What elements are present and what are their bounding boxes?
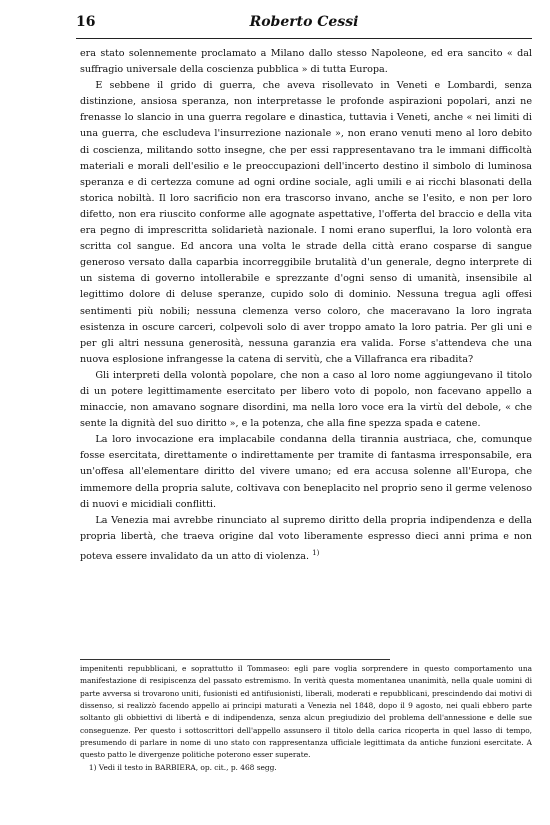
paragraph: E sebbene il grido di guerra, che aveva risollevato in Veneti e Lombardi, senza distinzione, ansiosa speranza, non interpretasse le profonde aspirazioni popolari, anzi ne frenasse lo slancio in una guerra regolare e dinastica, tuttavia i Veneti, anche « nei limiti di una guerra, che escludeva l'insurrezione nazionale », non erano venuti meno al loro debito di coscienza, militando sotto insegne, che per essi rappresentavano tra le immani difficoltà materiali e morali dell'esilio e le preoccupazioni dell'incerto destino il simbolo di luminosa speranza e di certezza comune ad ogni ordine sociale, agli umili e ai ricchi blasonati della storica nobiltà. Il loro sacrificio non era trascorso invano, anche se l'esito, e non per loro difetto, non era riuscito conforme alle agognate aspettative, l'offerta del braccio e della vita era pegno di imprescritta solidarietà nazionale. I nomi erano superflui, la loro volontà era scritta col sangue. Ed ancora una volta le strade della città erano cosparse di sangue generoso versato dalla caparbia incorreggibile brutalità d'un generale, degno interprete di un sistema di governo intollerabile e sprezzante d'ogni senso di umanità, insensibile al legittimo dolore di deluse speranze, cupido solo di dominio. Nessuna tregua agli offesi sentimenti più nobili; nessuna clemenza verso coloro, che maceravano la loro ingrata esistenza in oscure carceri, colpevoli solo di aver troppo amato la loro patria. Per gli uni e per gli altri nessuna generosità, nessuna garanzia era valida. Forse s'attendeva che una nuova esplosione infrangesse la catena di servitù, che a Villafranca era ribadita? <box>80 80 532 365</box>
running-head: Roberto Cessi <box>249 14 359 30</box>
paragraph: era stato solennemente proclamato a Milano dallo stesso Napoleone, ed era sancito « dal suffragio universale della coscienza pubblica » di tutta Europa. <box>80 48 532 76</box>
paragraph-last <box>80 513 532 565</box>
paragraph: La loro invocazione era implacabile condanna della tirannia austriaca, che, comunque fosse esercitata, direttamente o indirettamente per tramite di fantasma irresponsabile, era un'offesa all'elementare diritto del vivere umano; ed era accusa solenne all'Europa, che immemore della propria salute, coltivava con beneplacito nel proprio seno il germe velenoso di nuovi e micidiali conflitti. <box>80 434 532 510</box>
body-text <box>80 46 532 650</box>
header-rule <box>76 38 532 39</box>
footnotes <box>80 663 532 823</box>
footnote-marker: 1) <box>312 548 320 557</box>
page-header <box>76 14 532 34</box>
page-number: 16 <box>76 14 96 30</box>
footnote-1: 1) Vedi il testo in BARBIERA, op. cit., p. 468 segg. <box>88 762 277 772</box>
paragraph: Gli interpreti della volontà popolare, che non a caso al loro nome aggiungevano il titolo di un potere legittimamente esercitato per libero voto di popolo, non facevano appello a minaccie, non amavano sognare disordini, ma nella loro voce era la virtù del debole, « che sente la dignità del suo diritto », e la potenza, che alla fine spezza spada e catene. <box>80 369 532 430</box>
paragraph-text: La Venezia mai avrebbe rinunciato al supremo diritto della propria indipendenza e della propria libertà, che traeva origine dal voto liberamente espresso dieci anni prima e non poteva essere invalidato da un atto di violenza. <box>80 514 532 563</box>
footnote-rule <box>80 659 390 660</box>
footnote-continuation: impenitenti repubblicani, e soprattutto il Tommaseo: egli pare voglia sorprendere in questo comportamento una manifestazione di resipiscenza del passato estremismo. In verità questa momentanea unanimità, nella quale uomini di parte avversa si trovarono uniti, fusionisti ed antifusionisti, liberali, moderati e repubblicani, prescindendo dai motivi di dissenso, si realizzò facendo appello ai principi maturati a Venezia nel 1848, dopo il 9 agosto, nei quali ebbero parte soltanto gli obbiettivi di libertà e di indipendenza, senza alcun pregiudizio del problema dell'annessione e delle sue conseguenze. Per questo i sottoscrittori dell'appello assunsero il titolo della carica ricoperta in quel lasso di tempo, presumendo di parlare in nome di uno stato con rappresentanza ufficiale legittimata da antiche funzioni esercitate. A questo patto le divergenze politiche poterono esser superate. <box>80 664 532 760</box>
